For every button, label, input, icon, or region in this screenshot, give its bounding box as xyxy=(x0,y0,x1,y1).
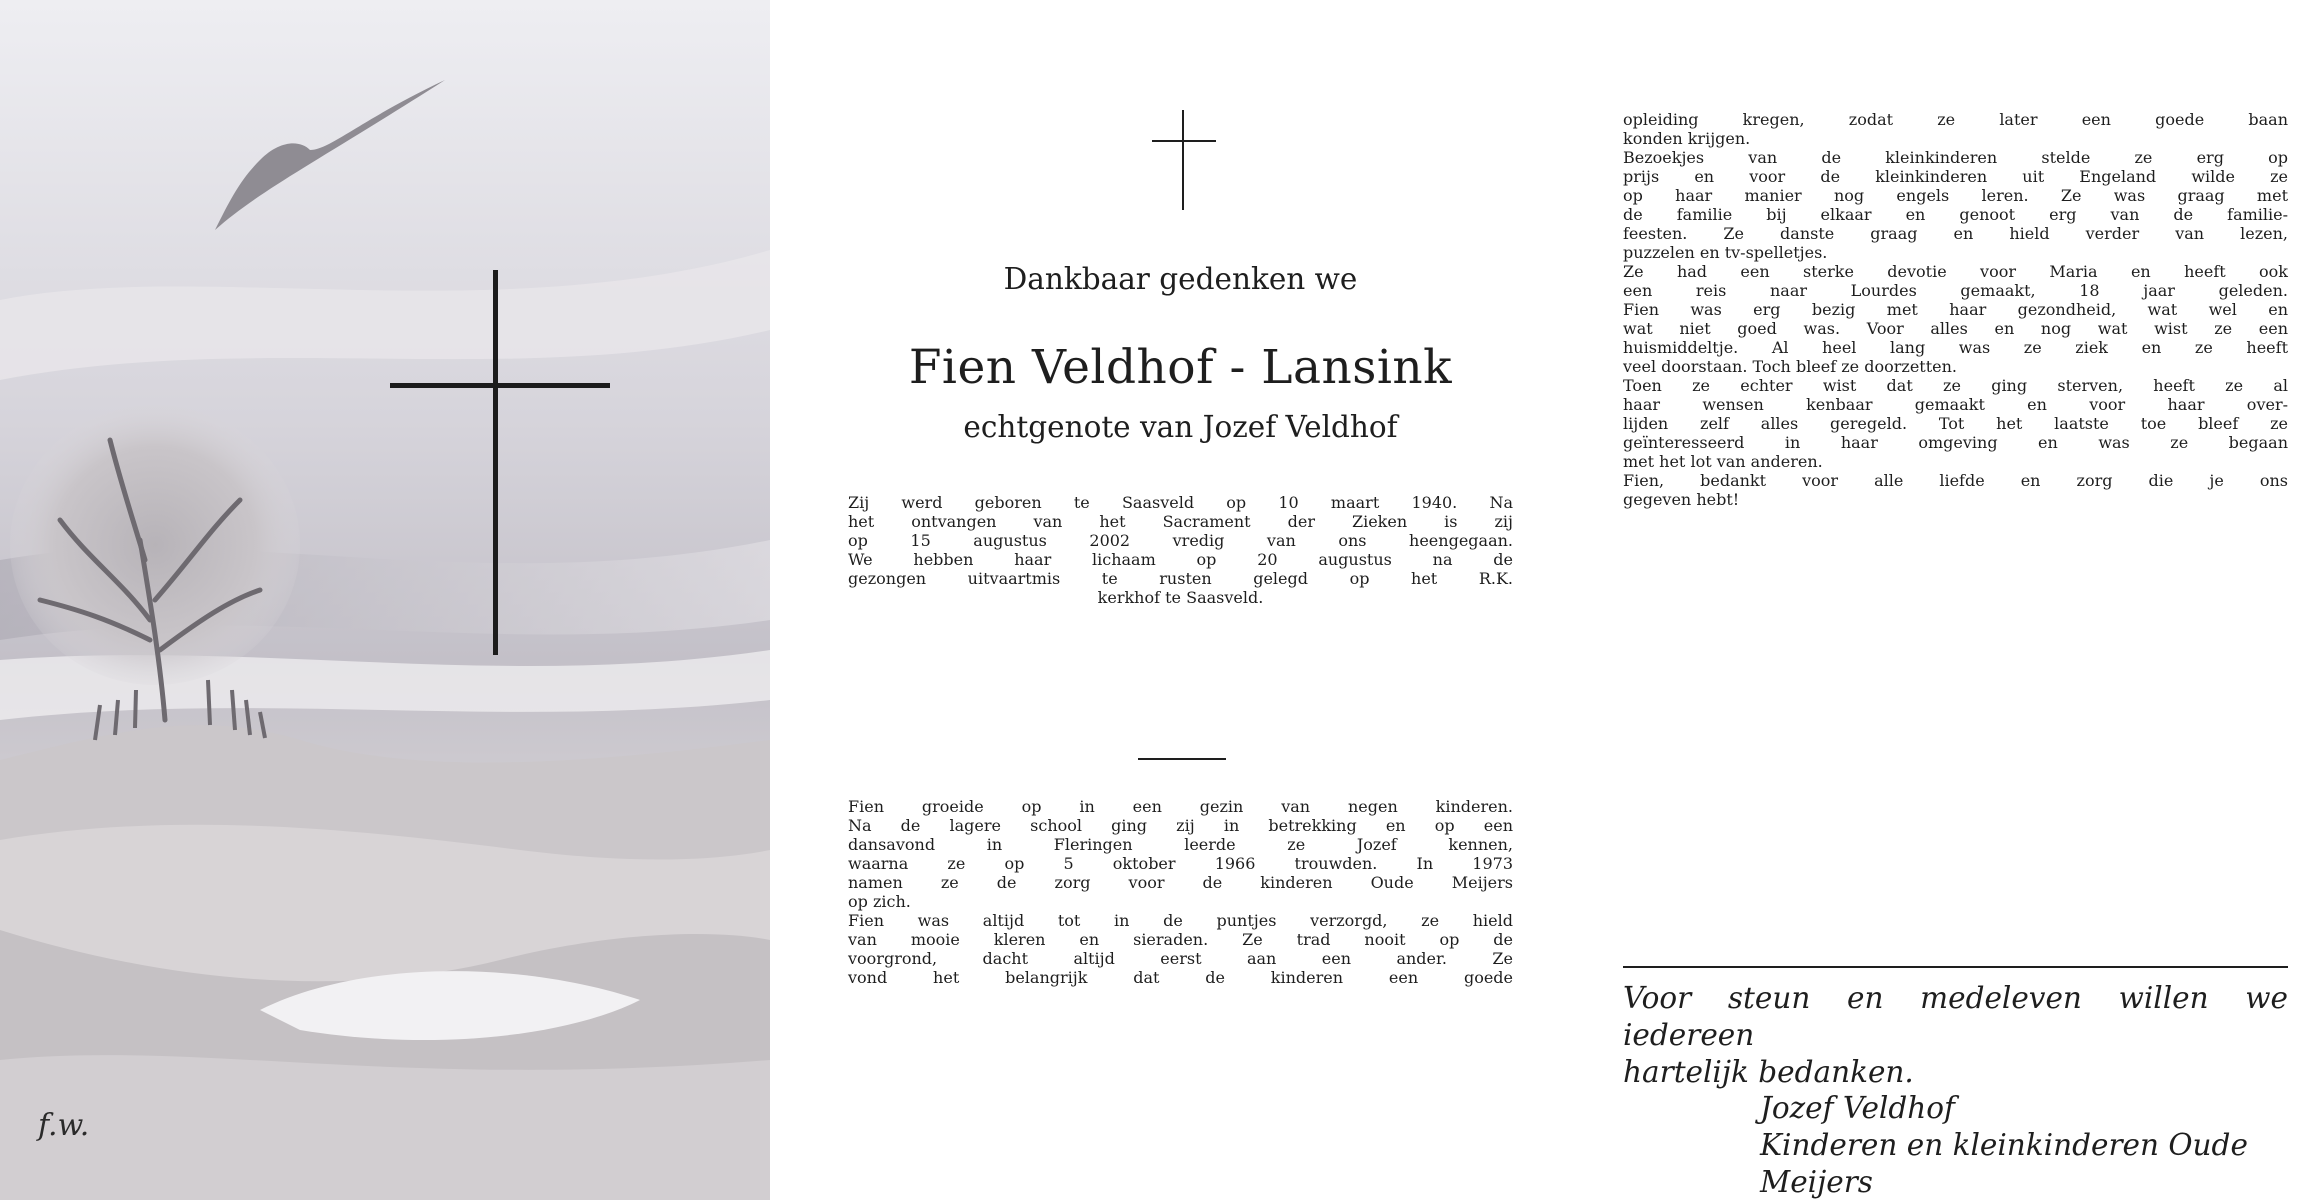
text-line: We hebben haar lichaam op 20 augustus na de xyxy=(848,550,1513,569)
text-line: prijs en voor de kleinkinderen uit Engeland wilde ze xyxy=(1623,167,2288,186)
text-line: Fien was altijd tot in de puntjes verzorgd, ze hield xyxy=(848,911,1513,930)
text-line: veel doorstaan. Toch bleef ze doorzetten. xyxy=(1623,357,1958,376)
text-line: opleiding kregen, zodat ze later een goede baan xyxy=(1623,110,2288,129)
text-line: op zich. xyxy=(848,892,911,911)
spouse-line: echtgenote van Jozef Veldhof xyxy=(963,410,1398,444)
continuation-paragraph xyxy=(1623,110,2288,509)
signoff-family: Kinderen en kleinkinderen Oude Meijers xyxy=(1760,1128,2248,1200)
text-line: met het lot van anderen. xyxy=(1623,452,1823,471)
text-line: op haar manier nog engels leren. Ze was graag met xyxy=(1623,186,2288,205)
signoff-spouse: Jozef Veldhof xyxy=(1760,1091,1955,1125)
text-line: Bezoekjes van de kleinkinderen stelde ze erg op xyxy=(1623,148,2288,167)
text-line: geïnteresseerd in haar omgeving en was ze begaan xyxy=(1623,433,2288,452)
text-line: namen ze de zorg voor de kinderen Oude Meijers xyxy=(848,873,1513,892)
long-divider xyxy=(1623,966,2288,968)
intro-text: Dankbaar gedenken we xyxy=(1003,262,1358,296)
text-line: gezongen uitvaartmis te rusten gelegd op het R.K. xyxy=(848,569,1513,588)
text-line: feesten. Ze danste graag en hield verder van lezen, xyxy=(1623,224,2288,243)
text-line: waarna ze op 5 oktober 1966 trouwden. In 1973 xyxy=(848,854,1513,873)
text-line: een reis naar Lourdes gemaakt, 18 jaar geleden. xyxy=(1623,281,2288,300)
text-line: kerkhof te Saasveld. xyxy=(1097,588,1264,607)
text-line: Toen ze echter wist dat ze ging sterven, heeft ze al xyxy=(1623,376,2288,395)
text-line: Ze had een sterke devotie voor Maria en heeft ook xyxy=(1623,262,2288,281)
text-line: Fien, bedankt voor alle liefde en zorg die je ons xyxy=(1623,471,2288,490)
text-line: op 15 augustus 2002 vredig van ons heengegaan. xyxy=(848,531,1513,550)
text-line: Zij werd geboren te Saasveld op 10 maart 1940. Na xyxy=(848,493,1513,512)
text-line: van mooie kleren en sieraden. Ze trad nooit op de xyxy=(848,930,1513,949)
text-line: hartelijk bedanken. xyxy=(1623,1055,1914,1090)
life-paragraph xyxy=(848,797,1513,987)
text-line: haar wensen kenbaar gemaakt en voor haar over- xyxy=(1623,395,2288,414)
text-line: puzzelen en tv-spelletjes. xyxy=(1623,243,1828,262)
text-line: huismiddeltje. Al heel lang was ze ziek en ze heeft xyxy=(1623,338,2288,357)
memorial-artwork xyxy=(0,0,770,1200)
text-line: vond het belangrijk dat de kinderen een goede xyxy=(848,968,1513,987)
signoff xyxy=(1760,1090,2317,1202)
text-line: Voor steun en medeleven willen we iedereen xyxy=(1623,981,2288,1053)
text-line: konden krijgen. xyxy=(1623,129,1751,148)
text-line: de familie bij elkaar en genoot erg van de familie- xyxy=(1623,205,2288,224)
short-divider xyxy=(1138,758,1226,760)
deceased-name: Fien Veldhof - Lansink xyxy=(908,340,1453,395)
text-line: het ontvangen van het Sacrament der Zieken is zij xyxy=(848,512,1513,531)
artist-signature: f.w. xyxy=(38,1108,90,1143)
landscape-illustration xyxy=(0,0,770,1200)
text-line: lijden zelf alles geregeld. Tot het laatste toe bleef ze xyxy=(1623,414,2288,433)
birth-paragraph xyxy=(848,493,1513,607)
small-cross-icon xyxy=(1152,110,1216,210)
thanks-text xyxy=(1623,980,2288,1092)
text-line: dansavond in Fleringen leerde ze Jozef kennen, xyxy=(848,835,1513,854)
text-line: wat niet goed was. Voor alles en nog wat wist ze een xyxy=(1623,319,2288,338)
cross-icon xyxy=(493,270,498,655)
text-line: Fien groeide op in een gezin van negen kinderen. xyxy=(848,797,1513,816)
text-line: gegeven hebt! xyxy=(1623,490,1740,509)
text-line: voorgrond, dacht altijd eerst aan een ander. Ze xyxy=(848,949,1513,968)
text-line: Na de lagere school ging zij in betrekking en op een xyxy=(848,816,1513,835)
text-line: Fien was erg bezig met haar gezondheid, wat wel en xyxy=(1623,300,2288,319)
